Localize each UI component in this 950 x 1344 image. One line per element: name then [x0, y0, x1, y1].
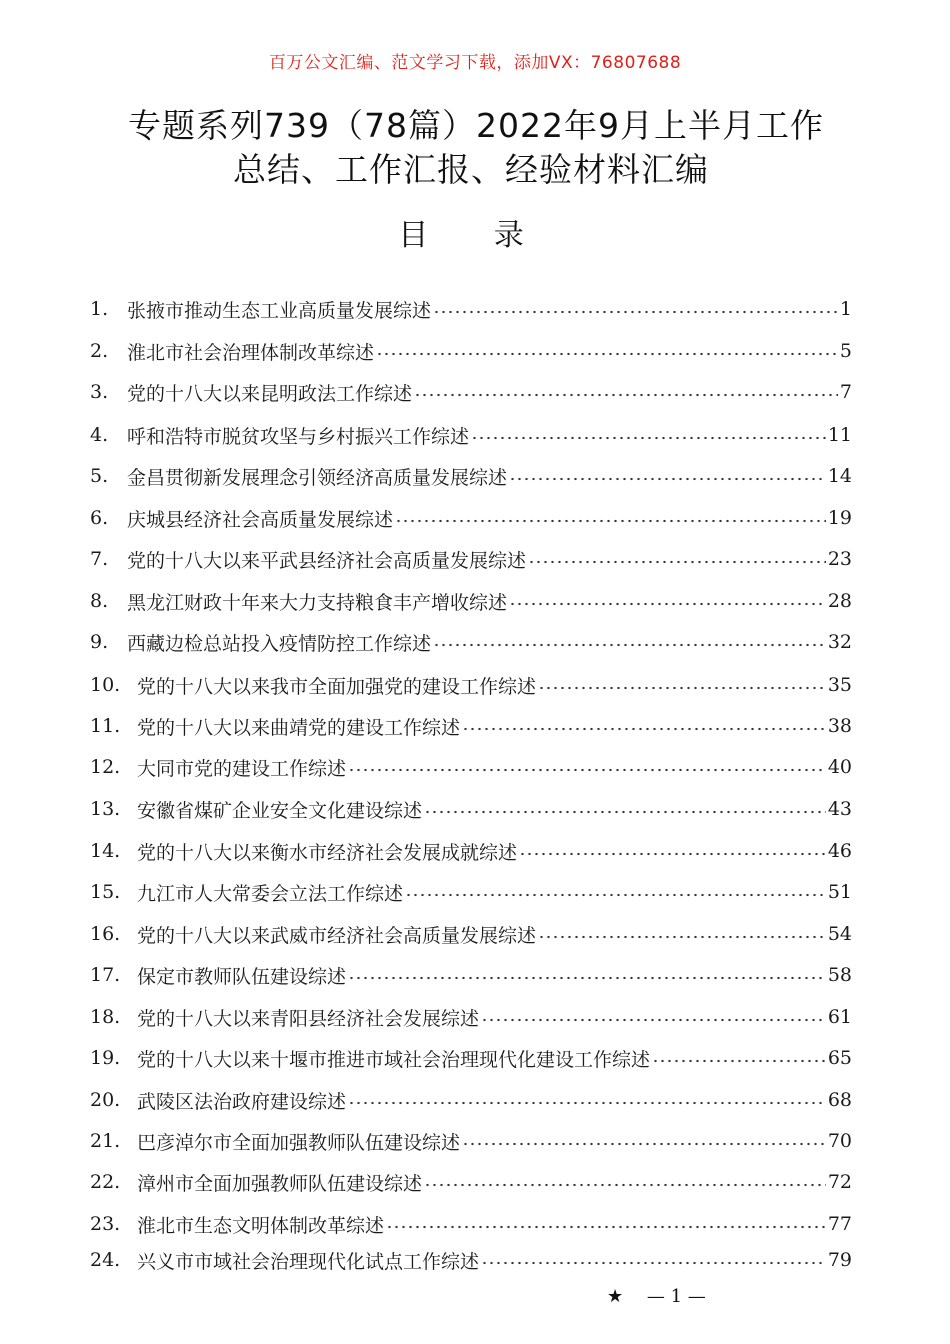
- toc-entry[interactable]: [90, 1041, 852, 1075]
- toc-entry-title: 党的十八大以来我市全面加强党的建设工作综述: [137, 675, 537, 698]
- document-title-line-1: 专题系列739（78篇）2022年9月上半月工作: [128, 106, 824, 145]
- toc-entry-number: 20.: [90, 1089, 121, 1111]
- toc-leader-dots: [424, 809, 826, 815]
- toc-entry-page: 65: [827, 1047, 852, 1069]
- toc-leader-dots: [538, 934, 826, 940]
- toc-entry-number: 4.: [90, 424, 109, 446]
- toc-entry-number: 7.: [90, 548, 109, 570]
- toc-entry-page: 14: [827, 465, 852, 487]
- toc-leader-dots: [376, 351, 838, 357]
- toc-entry-page: 54: [827, 923, 852, 945]
- toc-entry[interactable]: [90, 418, 852, 452]
- toc-entry-title: 党的十八大以来青阳县经济社会发展综述: [137, 1007, 480, 1030]
- toc-entry-page: 5: [839, 340, 852, 362]
- toc-entry[interactable]: [90, 917, 852, 951]
- toc-entry-number: 22.: [90, 1171, 121, 1193]
- toc-entry-number: 16.: [90, 923, 121, 945]
- toc-entry-title: 淮北市社会治理体制改革综述: [127, 341, 375, 364]
- toc-entry-title: 党的十八大以来曲靖党的建设工作综述: [137, 716, 461, 739]
- toc-leader-dots: [481, 1017, 826, 1023]
- toc-entry-title: 党的十八大以来平武县经济社会高质量发展综述: [127, 549, 527, 572]
- toc-leader-dots: [424, 1182, 826, 1188]
- toc-entry-title: 漳州市全面加强教师队伍建设综述: [137, 1172, 423, 1195]
- toc-leader-dots: [433, 642, 826, 648]
- toc-entry[interactable]: [90, 1124, 852, 1158]
- toc-entry-title: 淮北市生态文明体制改革综述: [137, 1214, 385, 1237]
- toc-entry-number: 6.: [90, 507, 109, 529]
- toc-entry-title: 黑龙江财政十年来大力支持粮食丰产增收综述: [127, 591, 508, 614]
- toc-entry-number: 9.: [90, 631, 109, 653]
- toc-entry[interactable]: [90, 709, 852, 743]
- toc-entry-title: 安徽省煤矿企业安全文化建设综述: [137, 799, 423, 822]
- toc-entry[interactable]: [90, 875, 852, 909]
- toc-entry-page: 46: [827, 840, 852, 862]
- toc-entry-title: 党的十八大以来十堰市推进市域社会治理现代化建设工作综述: [137, 1048, 651, 1071]
- toc-leader-dots: [395, 518, 826, 524]
- toc-entry-page: 23: [827, 548, 852, 570]
- toc-leader-dots: [462, 1141, 826, 1147]
- toc-entry-title: 西藏边检总站投入疫情防控工作综述: [127, 632, 432, 655]
- toc-entry[interactable]: [90, 750, 852, 784]
- toc-entry-page: 51: [827, 881, 852, 903]
- toc-entry-number: 8.: [90, 590, 109, 612]
- toc-entry-page: 35: [827, 674, 852, 696]
- toc-leader-dots: [462, 726, 826, 732]
- toc-entry-number: 17.: [90, 964, 121, 986]
- toc-leader-dots: [405, 892, 826, 898]
- toc-entry-page: 79: [827, 1249, 852, 1271]
- toc-entry-number: 11.: [90, 715, 121, 737]
- toc-leader-dots: [509, 476, 826, 482]
- toc-leader-dots: [414, 392, 838, 398]
- toc-entry-page: 43: [827, 798, 852, 820]
- toc-entry-page: 68: [827, 1089, 852, 1111]
- toc-leader-dots: [509, 601, 826, 607]
- toc-entry-page: 70: [827, 1130, 852, 1152]
- toc-entry-page: 61: [827, 1006, 852, 1028]
- toc-entry-number: 18.: [90, 1006, 121, 1028]
- toc-entry-number: 14.: [90, 840, 121, 862]
- toc-entry[interactable]: [90, 792, 852, 826]
- toc-entry[interactable]: [90, 459, 852, 493]
- toc-entry-number: 1.: [90, 298, 109, 320]
- toc-entry-number: 19.: [90, 1047, 121, 1069]
- toc-entry-page: 32: [827, 631, 852, 653]
- toc-entry-page: 11: [827, 424, 852, 446]
- toc-entry-page: 7: [839, 381, 852, 403]
- toc-leader-dots: [519, 851, 826, 857]
- toc-entry-number: 23.: [90, 1213, 121, 1235]
- toc-entry-number: 2.: [90, 340, 109, 362]
- toc-leader-dots: [481, 1260, 826, 1266]
- document-title-line-2: 总结、工作汇报、经验材料汇编: [233, 150, 709, 189]
- toc-entry-title: 保定市教师队伍建设综述: [137, 965, 347, 988]
- star-icon: ★: [607, 1286, 624, 1307]
- page-footer: [607, 1286, 706, 1307]
- toc-leader-dots: [348, 975, 826, 981]
- toc-entry-page: 40: [827, 756, 852, 778]
- toc-entry-number: 15.: [90, 881, 121, 903]
- toc-entry-number: 13.: [90, 798, 121, 820]
- toc-entry-number: 10.: [90, 674, 121, 696]
- toc-leader-dots: [528, 559, 826, 565]
- toc-entry[interactable]: [90, 1083, 852, 1117]
- toc-entry[interactable]: [90, 1243, 852, 1277]
- toc-heading: 目 录: [398, 218, 552, 253]
- toc-entry-title: 张掖市推动生态工业高质量发展综述: [127, 299, 432, 322]
- toc-entry-number: 3.: [90, 381, 109, 403]
- toc-entry-number: 5.: [90, 465, 109, 487]
- toc-entry-number: 12.: [90, 756, 121, 778]
- toc-entry-page: 28: [827, 590, 852, 612]
- toc-entry-title: 武陵区法治政府建设综述: [137, 1090, 347, 1113]
- toc-entry[interactable]: [90, 958, 852, 992]
- toc-entry-page: 58: [827, 964, 852, 986]
- toc-entry-title: 巴彦淖尔市全面加强教师队伍建设综述: [137, 1131, 461, 1154]
- toc-entry-page: 77: [827, 1213, 852, 1235]
- toc-leader-dots: [471, 435, 826, 441]
- toc-entry[interactable]: [90, 501, 852, 535]
- toc-leader-dots: [433, 309, 838, 315]
- toc-entry[interactable]: [90, 1165, 852, 1199]
- toc-entry[interactable]: [90, 584, 852, 618]
- toc-entry-page: 19: [827, 507, 852, 529]
- toc-entry-title: 庆城县经济社会高质量发展综述: [127, 508, 394, 531]
- toc-leader-dots: [386, 1224, 826, 1230]
- toc-entry[interactable]: [90, 334, 852, 368]
- toc-leader-dots: [652, 1058, 826, 1064]
- toc-entry-page: 72: [827, 1171, 852, 1193]
- toc-entry[interactable]: [90, 542, 852, 576]
- page-number: — 1 —: [646, 1286, 706, 1307]
- toc-entry-page: 1: [839, 298, 852, 320]
- toc-entry[interactable]: [90, 1207, 852, 1241]
- toc-entry[interactable]: [90, 625, 852, 659]
- toc-entry[interactable]: [90, 375, 852, 409]
- toc-entry-title: 党的十八大以来昆明政法工作综述: [127, 382, 413, 405]
- toc-entry-number: 24.: [90, 1249, 121, 1271]
- toc-entry-title: 党的十八大以来衡水市经济社会发展成就综述: [137, 841, 518, 864]
- toc-leader-dots: [348, 1100, 826, 1106]
- toc-entry-title: 九江市人大常委会立法工作综述: [137, 882, 404, 905]
- toc-entry[interactable]: [90, 1000, 852, 1034]
- toc-entry-number: 21.: [90, 1130, 121, 1152]
- toc-entry[interactable]: [90, 834, 852, 868]
- toc-entry-title: 兴义市市域社会治理现代化试点工作综述: [137, 1250, 480, 1273]
- toc-entry-page: 38: [827, 715, 852, 737]
- toc-entry-title: 金昌贯彻新发展理念引领经济高质量发展综述: [127, 466, 508, 489]
- toc-entry-title: 呼和浩特市脱贫攻坚与乡村振兴工作综述: [127, 425, 470, 448]
- toc-leader-dots: [538, 685, 826, 691]
- banner-contact: 百万公文汇编、范文学习下载，添加VX：76807688: [268, 53, 682, 73]
- toc-entry[interactable]: [90, 668, 852, 702]
- toc-leader-dots: [348, 767, 826, 773]
- toc-entry-title: 党的十八大以来武威市经济社会高质量发展综述: [137, 924, 537, 947]
- toc-entry-title: 大同市党的建设工作综述: [137, 757, 347, 780]
- toc-entry[interactable]: [90, 292, 852, 326]
